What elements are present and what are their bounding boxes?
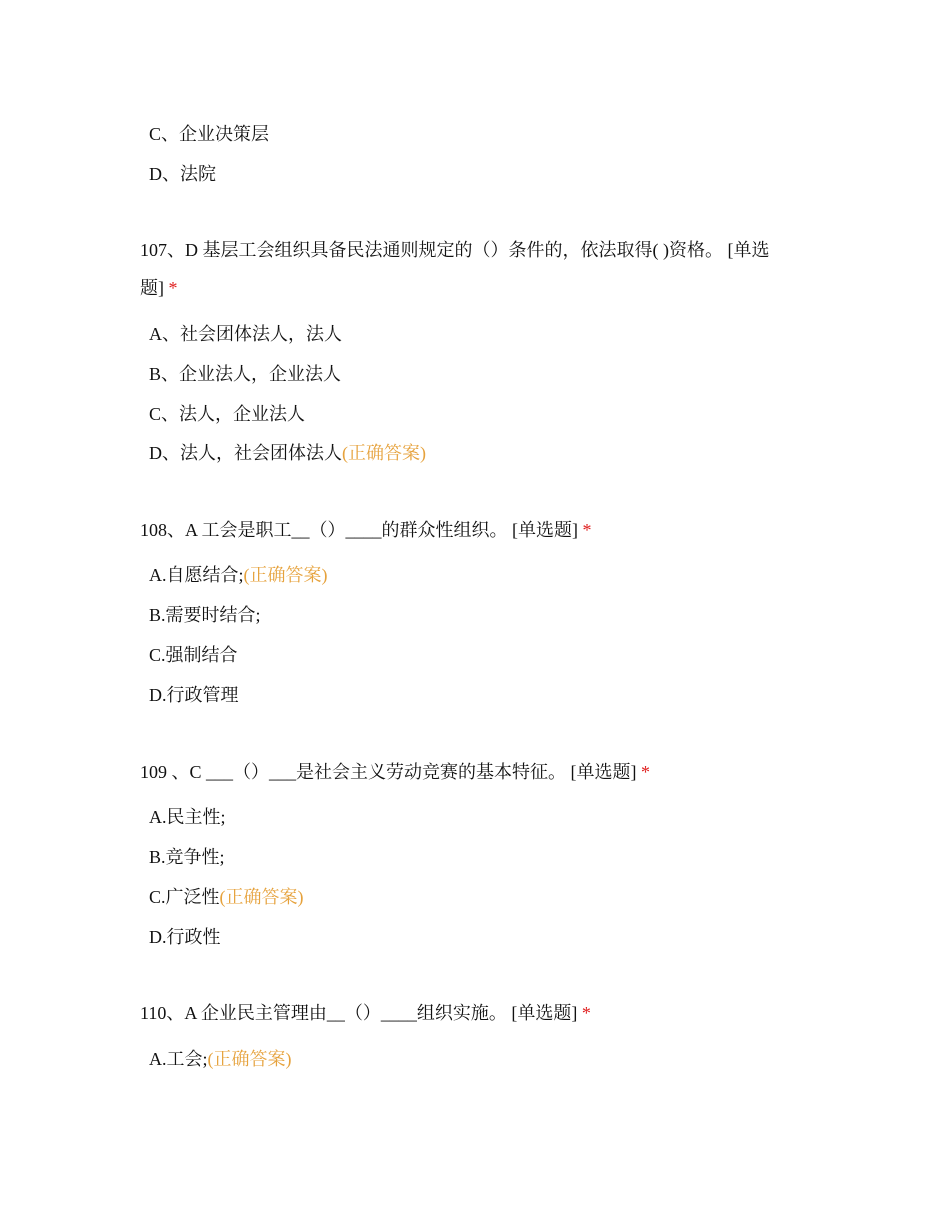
option-text: D、法人，社会团体法人: [149, 443, 342, 463]
question-text: 110、A 企业民主管理由__（）____组织实施。 [单选题]: [140, 1003, 578, 1023]
option-text: B、企业法人，企业法人: [149, 364, 342, 384]
required-mark: *: [168, 278, 178, 298]
option-d-prev: [149, 162, 216, 186]
correct-answer-tag: (正确答案): [342, 443, 426, 463]
q110-option-a: [149, 1047, 292, 1071]
required-mark: *: [582, 520, 592, 540]
question-108-title: [140, 518, 592, 542]
question-text: 109 、C ___（）___是社会主义劳动竞赛的基本特征。 [单选题]: [140, 762, 637, 782]
option-text: B.需要时结合;: [149, 605, 261, 625]
q109-option-b: [149, 845, 225, 869]
option-text: A.工会;: [149, 1049, 208, 1069]
question-107-title-line1: [140, 238, 769, 262]
option-text: C.强制结合: [149, 645, 238, 665]
q108-option-c: [149, 643, 238, 667]
q109-option-d: [149, 925, 221, 949]
option-text: D.行政管理: [149, 685, 239, 705]
q109-option-c: [149, 885, 304, 909]
question-text: 题]: [140, 278, 164, 298]
option-text: C.广泛性: [149, 887, 220, 907]
q108-option-a: [149, 563, 328, 587]
q107-option-a: [149, 322, 342, 346]
question-110-title: [140, 1001, 591, 1025]
q107-option-d: [149, 441, 426, 465]
correct-answer-tag: (正确答案): [207, 1049, 292, 1069]
correct-answer-tag: (正确答案): [243, 565, 328, 585]
option-text: C、企业决策层: [149, 124, 270, 144]
option-text: A.自愿结合;: [149, 565, 244, 585]
option-text: D、法院: [149, 164, 216, 184]
q108-option-d: [149, 683, 239, 707]
option-text: C、法人，企业法人: [149, 404, 306, 424]
option-text: B.竞争性;: [149, 847, 225, 867]
required-mark: *: [641, 762, 650, 782]
q109-option-a: [149, 805, 226, 829]
required-mark: *: [581, 1003, 591, 1023]
correct-answer-tag: (正确答案): [219, 887, 304, 907]
question-text: 107、D 基层工会组织具备民法通则规定的（）条件的，依法取得( )资格。 [单选: [140, 240, 770, 260]
q107-option-c: [149, 402, 305, 426]
q108-option-b: [149, 603, 261, 627]
option-text: D.行政性: [149, 927, 221, 947]
option-text: A.民主性;: [149, 807, 226, 827]
question-107-title-line2: [140, 276, 178, 300]
question-109-title: [140, 760, 650, 784]
q107-option-b: [149, 362, 341, 386]
option-text: A、社会团体法人，法人: [149, 324, 342, 344]
option-c-prev: [149, 122, 269, 146]
question-text: 108、A 工会是职工__（）____的群众性组织。 [单选题]: [140, 520, 578, 540]
